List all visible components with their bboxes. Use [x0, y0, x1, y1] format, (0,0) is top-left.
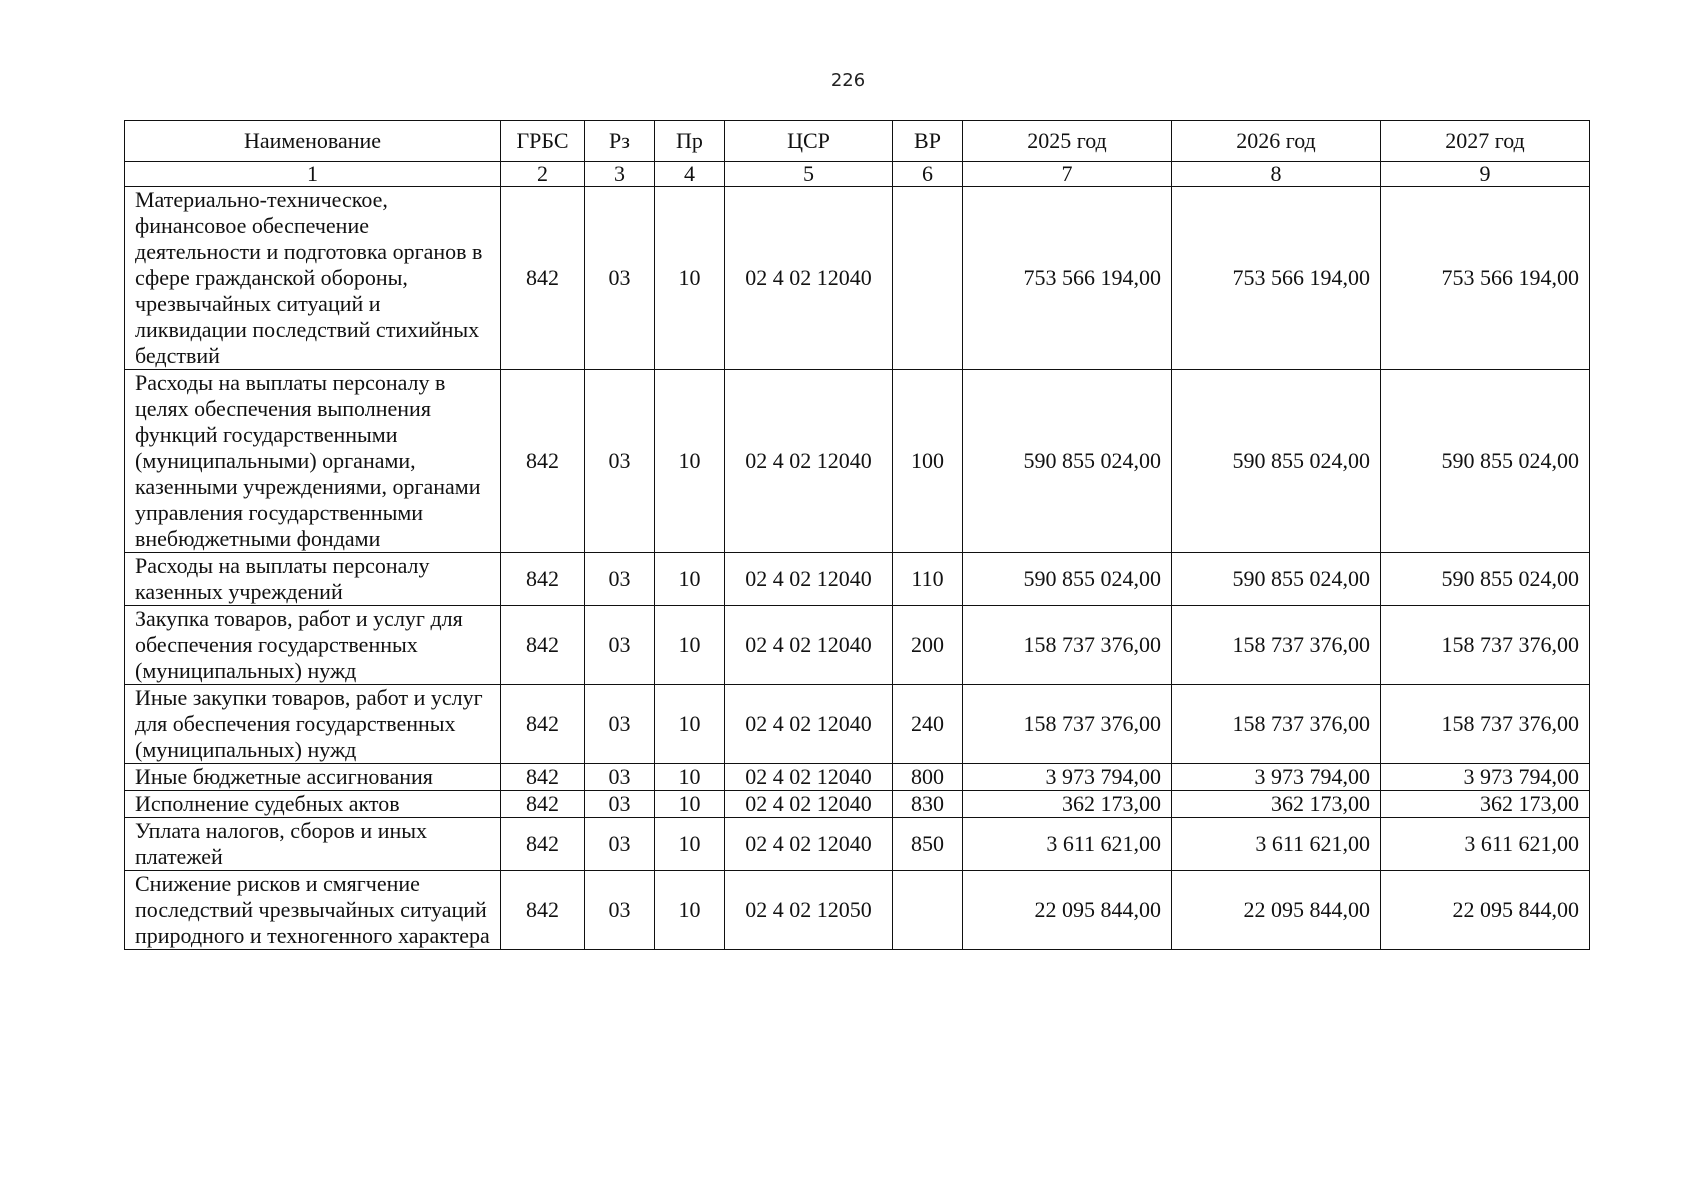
cell-amount-2026: 22 095 844,00 [1172, 871, 1381, 950]
cell-vr: 110 [893, 553, 963, 606]
cell-csr: 02 4 02 12040 [725, 370, 893, 553]
cell-grbs: 842 [501, 685, 585, 764]
cell-pr: 10 [655, 818, 725, 871]
header-rz: Рз [585, 121, 655, 162]
cell-name: Уплата налогов, сборов и иных платежей [125, 818, 501, 871]
cell-pr: 10 [655, 187, 725, 370]
cell-rz: 03 [585, 370, 655, 553]
cell-name: Исполнение судебных актов [125, 791, 501, 818]
cell-name: Расходы на выплаты персоналу казенных учреждений [125, 553, 501, 606]
cell-amount-2026: 158 737 376,00 [1172, 606, 1381, 685]
cell-csr: 02 4 02 12040 [725, 187, 893, 370]
table-row [125, 553, 1590, 606]
cell-grbs: 842 [501, 553, 585, 606]
cell-rz: 03 [585, 187, 655, 370]
cell-grbs: 842 [501, 370, 585, 553]
cell-amount-2026: 158 737 376,00 [1172, 685, 1381, 764]
column-number: 7 [963, 162, 1172, 187]
table-row [125, 871, 1590, 950]
cell-name: Закупка товаров, работ и услуг для обеспечения государственных (муниципальных) нужд [125, 606, 501, 685]
table-row [125, 685, 1590, 764]
cell-grbs: 842 [501, 764, 585, 791]
cell-amount-2026: 362 173,00 [1172, 791, 1381, 818]
cell-name: Расходы на выплаты персоналу в целях обеспечения выполнения функций государственными (муниципальными) органами, казенными учреждениями, органами управления государственными внебюджетными фондами [125, 370, 501, 553]
cell-amount-2027: 158 737 376,00 [1381, 606, 1590, 685]
cell-amount-2027: 753 566 194,00 [1381, 187, 1590, 370]
column-number: 9 [1381, 162, 1590, 187]
cell-amount-2027: 3 973 794,00 [1381, 764, 1590, 791]
cell-grbs: 842 [501, 606, 585, 685]
budget-table [124, 120, 1590, 950]
cell-rz: 03 [585, 764, 655, 791]
cell-name: Иные закупки товаров, работ и услуг для обеспечения государственных (муниципальных) нужд [125, 685, 501, 764]
cell-name: Материально-техническое, финансовое обеспечение деятельности и подготовка органов в сфере гражданской обороны, чрезвычайных ситуаций и ликвидации последствий стихийных бедствий [125, 187, 501, 370]
header-2025: 2025 год [963, 121, 1172, 162]
cell-amount-2025: 3 611 621,00 [963, 818, 1172, 871]
cell-rz: 03 [585, 871, 655, 950]
cell-vr: 850 [893, 818, 963, 871]
cell-amount-2025: 753 566 194,00 [963, 187, 1172, 370]
cell-amount-2027: 22 095 844,00 [1381, 871, 1590, 950]
cell-amount-2027: 362 173,00 [1381, 791, 1590, 818]
cell-amount-2025: 3 973 794,00 [963, 764, 1172, 791]
cell-vr [893, 187, 963, 370]
column-number: 2 [501, 162, 585, 187]
column-number: 3 [585, 162, 655, 187]
cell-csr: 02 4 02 12040 [725, 818, 893, 871]
cell-amount-2025: 158 737 376,00 [963, 606, 1172, 685]
cell-csr: 02 4 02 12040 [725, 791, 893, 818]
header-2026: 2026 год [1172, 121, 1381, 162]
cell-rz: 03 [585, 553, 655, 606]
cell-name: Снижение рисков и смягчение последствий чрезвычайных ситуаций природного и техногенного характера [125, 871, 501, 950]
table-row [125, 370, 1590, 553]
cell-pr: 10 [655, 370, 725, 553]
cell-vr: 240 [893, 685, 963, 764]
cell-pr: 10 [655, 871, 725, 950]
cell-amount-2027: 3 611 621,00 [1381, 818, 1590, 871]
cell-amount-2027: 158 737 376,00 [1381, 685, 1590, 764]
cell-vr: 200 [893, 606, 963, 685]
cell-csr: 02 4 02 12040 [725, 764, 893, 791]
table-row [125, 187, 1590, 370]
table-row [125, 764, 1590, 791]
table-row [125, 791, 1590, 818]
column-number: 6 [893, 162, 963, 187]
cell-vr: 830 [893, 791, 963, 818]
cell-grbs: 842 [501, 871, 585, 950]
cell-pr: 10 [655, 685, 725, 764]
cell-pr: 10 [655, 553, 725, 606]
column-number: 5 [725, 162, 893, 187]
header-vr: ВР [893, 121, 963, 162]
cell-amount-2026: 590 855 024,00 [1172, 370, 1381, 553]
cell-pr: 10 [655, 764, 725, 791]
cell-vr [893, 871, 963, 950]
cell-amount-2027: 590 855 024,00 [1381, 553, 1590, 606]
header-row [125, 121, 1590, 162]
table-row [125, 818, 1590, 871]
column-number: 8 [1172, 162, 1381, 187]
column-number: 4 [655, 162, 725, 187]
cell-csr: 02 4 02 12040 [725, 685, 893, 764]
cell-name: Иные бюджетные ассигнования [125, 764, 501, 791]
cell-csr: 02 4 02 12050 [725, 871, 893, 950]
cell-grbs: 842 [501, 187, 585, 370]
cell-amount-2025: 22 095 844,00 [963, 871, 1172, 950]
cell-rz: 03 [585, 685, 655, 764]
cell-grbs: 842 [501, 818, 585, 871]
header-pr: Пр [655, 121, 725, 162]
cell-rz: 03 [585, 606, 655, 685]
cell-amount-2025: 590 855 024,00 [963, 370, 1172, 553]
cell-amount-2027: 590 855 024,00 [1381, 370, 1590, 553]
cell-amount-2025: 158 737 376,00 [963, 685, 1172, 764]
cell-vr: 800 [893, 764, 963, 791]
cell-csr: 02 4 02 12040 [725, 553, 893, 606]
header-csr: ЦСР [725, 121, 893, 162]
page-number: 226 [830, 70, 866, 91]
cell-rz: 03 [585, 818, 655, 871]
cell-vr: 100 [893, 370, 963, 553]
cell-amount-2026: 753 566 194,00 [1172, 187, 1381, 370]
header-grbs: ГРБС [501, 121, 585, 162]
cell-amount-2026: 3 973 794,00 [1172, 764, 1381, 791]
cell-amount-2026: 3 611 621,00 [1172, 818, 1381, 871]
header-name: Наименование [125, 121, 501, 162]
cell-pr: 10 [655, 606, 725, 685]
cell-grbs: 842 [501, 791, 585, 818]
cell-rz: 03 [585, 791, 655, 818]
header-2027: 2027 год [1381, 121, 1590, 162]
cell-amount-2025: 362 173,00 [963, 791, 1172, 818]
cell-pr: 10 [655, 791, 725, 818]
cell-amount-2025: 590 855 024,00 [963, 553, 1172, 606]
cell-amount-2026: 590 855 024,00 [1172, 553, 1381, 606]
table-row [125, 606, 1590, 685]
cell-csr: 02 4 02 12040 [725, 606, 893, 685]
column-number: 1 [125, 162, 501, 187]
column-number-row [125, 162, 1590, 187]
